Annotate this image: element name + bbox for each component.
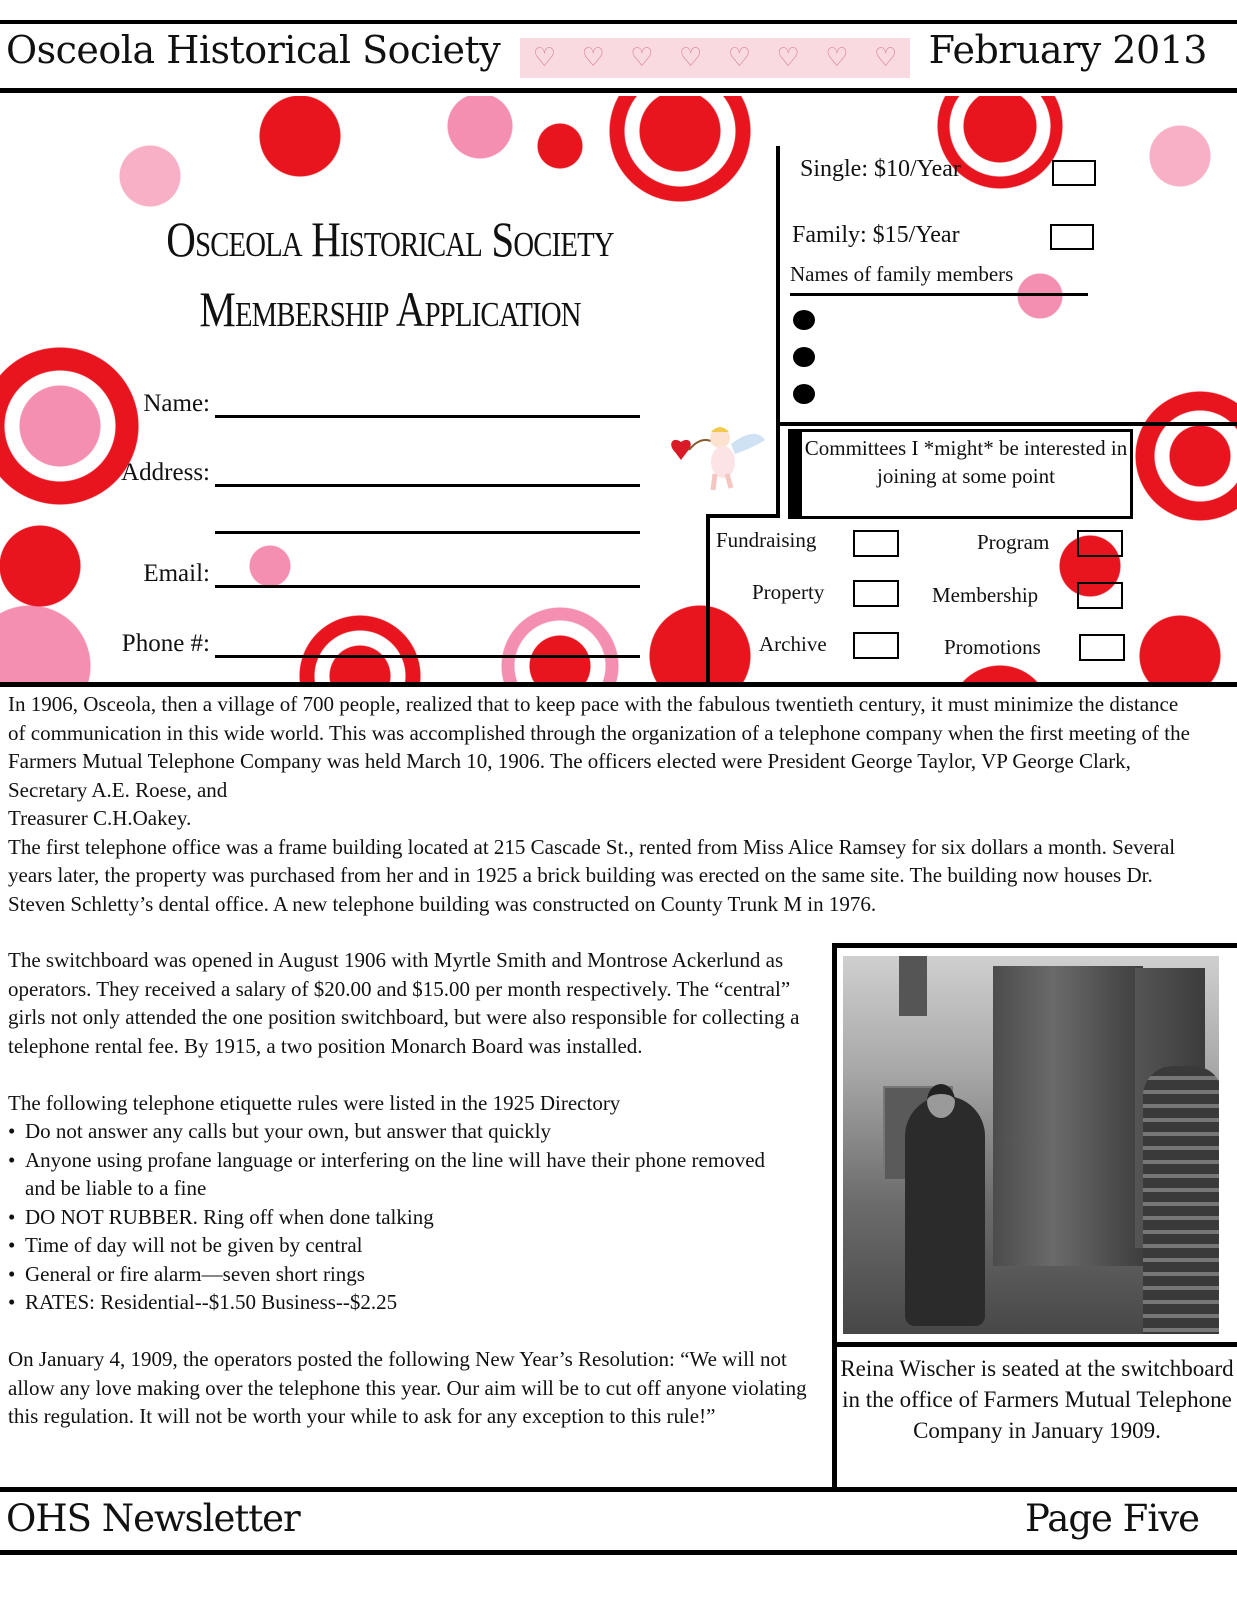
- form-heading: [119, 204, 660, 344]
- switchboard-photo: [843, 956, 1219, 1334]
- address-label: Address:: [121, 459, 210, 486]
- intro-paragraph-end: Treasurer C.H.Oakey.: [8, 806, 192, 830]
- footer-page-number: Page Five: [1025, 1497, 1199, 1540]
- heart-icon: ♡: [873, 43, 898, 72]
- form-heading-line1: Osceola Historical Society: [166, 211, 614, 267]
- name-label: Name:: [143, 390, 210, 417]
- article-top: [8, 690, 1208, 918]
- phone-label: Phone #:: [121, 630, 210, 657]
- committee-property-label: Property: [752, 580, 825, 604]
- footer-bottom-rule: [0, 1550, 1237, 1555]
- photo-stove: [1143, 1066, 1219, 1334]
- email-field[interactable]: [60, 550, 640, 590]
- single-plan-label: Single: $10/Year: [800, 156, 961, 182]
- intro-paragraph: In 1906, Osceola, then a village of 700 people, realized that to keep pace with the fabulous twentieth century, it must minimize the distance of communication in this wide world. This was accomplished through the organization of a telephone company when the first meeting of the Farmers Mutual Telephone Company was held March 10, 1906. The officers elected were President George Taylor, VP George Clark, Secretary A.E. Roese, and: [8, 692, 1190, 802]
- committee-promotions-checkbox[interactable]: [1079, 634, 1125, 661]
- family-plan-label: Family: $15/Year: [792, 222, 960, 248]
- bullet-dot: [793, 384, 815, 404]
- heart-icon: ♡: [581, 43, 605, 72]
- issue-date: February 2013: [928, 28, 1207, 72]
- phone-field[interactable]: [60, 620, 640, 660]
- office-paragraph: The first telephone office was a frame building located at 215 Cascade St., rented from Miss Alice Ramsey for six dollars a month. Several years later, the property was purchased from her and in 1925 a brick building was erected on the same site. The building now houses Dr. Steven Schletty’s dental office. A new telephone building was constructed on County Trunk M in 1976.: [8, 834, 1176, 916]
- committee-fundraising-label: Fundraising: [716, 528, 817, 552]
- newsletter-title: Osceola Historical Society: [6, 28, 501, 72]
- photo-cabinet: [993, 966, 1143, 1266]
- email-label: Email:: [143, 560, 210, 587]
- panel-divider: [706, 514, 710, 684]
- committee-program-checkbox[interactable]: [1077, 530, 1123, 557]
- committee-promotions-label: Promotions: [944, 635, 1041, 659]
- photo-clock: [899, 956, 927, 1016]
- panel-divider: [776, 146, 780, 426]
- header-top-rule: [0, 20, 1237, 24]
- committee-membership-checkbox[interactable]: [1077, 582, 1123, 609]
- name-line[interactable]: [215, 415, 640, 418]
- committee-membership-label: Membership: [932, 583, 1039, 607]
- committee-program-label: Program: [977, 530, 1050, 554]
- heart-icon: ♡: [776, 43, 800, 72]
- rule-item: • DO NOT RUBBER. Ring off when done talking: [8, 1203, 798, 1232]
- email-line[interactable]: [215, 585, 640, 588]
- rule-item: • Time of day will not be given by central: [8, 1231, 798, 1260]
- heart-icon: ♡: [825, 43, 849, 72]
- bullet-dot: [793, 347, 815, 367]
- rule-item: • RATES: Residential--$1.50 Business--$2.25: [8, 1288, 798, 1317]
- bullet-dot: [793, 310, 815, 330]
- photo-caption: Reina Wischer is seated at the switchboard in the office of Farmers Mutual Telephone Company in January 1909.: [832, 1347, 1237, 1487]
- cupid-icon: [665, 414, 775, 494]
- committees-heading: Committees I *might* be interested in joining at some point: [788, 429, 1133, 519]
- phone-line[interactable]: [215, 655, 640, 658]
- form-heading-line2: Membership Application: [199, 281, 581, 337]
- rule-item: • Anyone using profane language or interfering on the line will have their phone removed and be liable to a fine: [8, 1146, 798, 1203]
- family-members-label: Names of family members: [790, 262, 1088, 296]
- article-left-column: [8, 946, 828, 1431]
- single-plan-checkbox[interactable]: [1052, 160, 1096, 186]
- photo-operator-head: [927, 1084, 955, 1118]
- etiquette-rules-list: [8, 1117, 798, 1317]
- committee-fundraising-checkbox[interactable]: [853, 530, 899, 557]
- membership-application: [0, 96, 1237, 684]
- rules-intro: The following telephone etiquette rules were listed in the 1925 Directory: [8, 1090, 621, 1115]
- switchboard-paragraph: The switchboard was opened in August 1906 with Myrtle Smith and Montrose Ackerlund as operators. They received a salary of $20.00 and $15.00 per month respectively. The “central” girls not only attended the one position switchboard, but were also responsible for collecting a telephone rental fee. By 1915, a two position Monarch Board was installed.: [8, 948, 800, 1058]
- heart-icon: ♡: [630, 43, 654, 72]
- heart-icon: ♡: [727, 43, 752, 72]
- name-field[interactable]: [60, 380, 640, 420]
- committee-property-checkbox[interactable]: [853, 580, 899, 607]
- panel-divider: [708, 514, 780, 518]
- rule-item: • General or fire alarm—seven short rings: [8, 1260, 798, 1289]
- address-line2-field[interactable]: [60, 496, 640, 536]
- header-bottom-rule: [0, 88, 1237, 93]
- hearts-banner: [520, 38, 910, 78]
- address-field[interactable]: [60, 449, 640, 489]
- committee-archive-label: Archive: [759, 632, 827, 656]
- address-line[interactable]: [215, 484, 640, 487]
- resolution-paragraph: On January 4, 1909, the operators posted the following New Year’s Resolution: “We will not allow any love making over the telephone this year. Our aim will be to cut off anyone violating this regulation. It will not be worth your while to ask for any exception to this rule!”: [8, 1347, 807, 1428]
- panel-divider: [776, 422, 1237, 426]
- heart-icon: ♡: [532, 43, 557, 72]
- switchboard-photo-frame: [832, 943, 1237, 1347]
- footer-top-rule: [0, 1487, 1237, 1492]
- committee-archive-checkbox[interactable]: [853, 632, 899, 659]
- rule-item: • Do not answer any calls but your own, but answer that quickly: [8, 1117, 798, 1146]
- photo-operator: [905, 1096, 985, 1326]
- form-bottom-rule: [0, 682, 1237, 687]
- footer-newsletter-name: OHS Newsletter: [6, 1497, 300, 1540]
- address-line-2[interactable]: [215, 531, 640, 534]
- family-plan-checkbox[interactable]: [1050, 224, 1094, 250]
- panel-divider: [776, 422, 780, 518]
- heart-icon: ♡: [678, 43, 703, 72]
